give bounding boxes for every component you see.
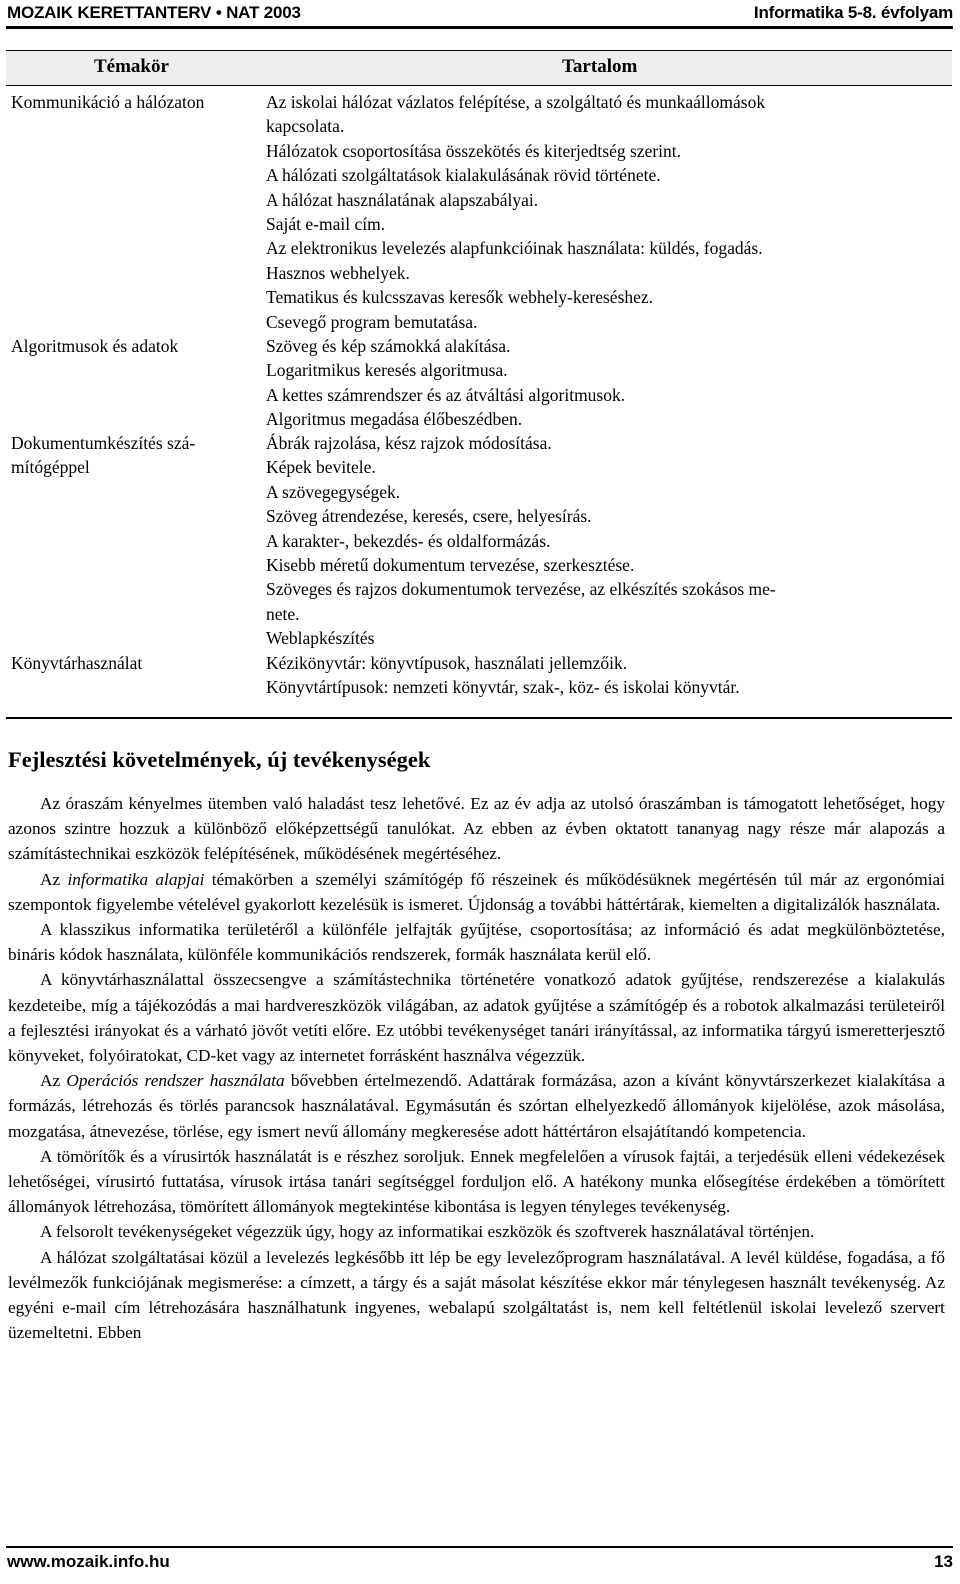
content-line: Tematikus és kulcsszavas keresők webhely-kereséshez.: [266, 287, 654, 308]
content-line: Az iskolai hálózat vázlatos felépítése, a szolgáltató és munkaállomások: [266, 92, 766, 112]
emphasized-text: Operációs rendszer használata: [66, 1071, 285, 1091]
content-line: Saját e-mail cím.: [266, 214, 386, 235]
paragraph-text: bővebben értelmezendő. Adattárak formázása, azon a kívánt könyvtárszerkezet kialakítása a formázás, létrehozás és törlés parancsok használatával. Egymásután és szórtan elhelyezkedő állományok kijelölése, azok másolása, mozgatása, átnevezése, törlése, egy ismert nevű állomány megkeresése adott háttértáron elsajátítandó kompetencia.: [8, 1071, 945, 1141]
table-row-topic: [11, 651, 142, 675]
table-row-content: [266, 651, 946, 700]
content-line: Szöveges és rajzos dokumentumok tervezése, az elkészítés szokásos me-: [266, 579, 776, 600]
paragraph-text: A felsorolt tevékenységeket végezzük úgy, hogy az informatikai eszközök és szoftverek használatával történjen.: [40, 1222, 815, 1242]
content-line: A hálózati szolgáltatások kialakulásának rövid története.: [266, 165, 661, 186]
body-paragraph: [8, 1219, 945, 1244]
page-number: 13: [934, 1552, 953, 1571]
content-line: Logaritmikus keresés algoritmusa.: [266, 360, 508, 381]
table-header-topic: Témakör: [94, 56, 169, 77]
content-line: Algoritmus megadása élőbeszédben.: [266, 409, 523, 430]
page-header: [7, 3, 953, 27]
body-paragraph: [8, 917, 945, 967]
content-line: A karakter-, bekezdés- és oldalformázás.: [266, 530, 551, 551]
header-subject-title: Informatika 5-8. évfolyam: [753, 3, 953, 22]
paragraph-text: A hálózat szolgáltatásai közül a levelezés legkésőbb itt lép be egy levelezőprogram használatával. A levél küldése, fogadása, a fő levélmezők funkciójának megismerése: a címzett, a tárgy és a saját másolat készítése ekkor már ténylegesen használt tevékenység. Az egyéni e-mail cím létrehozására használhatunk ingyenes, webalapú szolgáltatást is, nem kell feltétlenül iskolai levelező szervert üzemeltetni. Ebben: [8, 1247, 945, 1343]
header-series-title: MOZAIK KERETTANTERV • NAT 2003: [7, 3, 301, 22]
content-line: Képek bevitele.: [266, 457, 376, 478]
content-line: Szöveg és kép számokká alakítása.: [266, 336, 511, 356]
table-row-content: [266, 334, 946, 432]
topic-line: mítógéppel: [11, 457, 90, 478]
content-line: Szöveg átrendezése, keresés, csere, helyesírás.: [266, 506, 592, 527]
topic-line: Kommunikáció a hálózaton: [11, 92, 205, 112]
paragraph-text: Az: [40, 869, 68, 889]
paragraph-text: A tömörítők és a vírusirtók használatát is e részhez soroljuk. Ennek megfelelően a vírusok fajtái, a terjedésük elleni védekezések lehetőségei, vírusirtó futtatása, vírusok irtása tanári segítséggel forduljon elő. A hatékony munka elősegítése érdekében a tömörített állományok létrehozása, tömörített állományok megtekintése kibontása is legyen tényleges tevékenység.: [8, 1146, 945, 1217]
content-line: Csevegő program bemutatása.: [266, 311, 478, 332]
content-line: Kisebb méretű dokumentum tervezése, szerkesztése.: [266, 555, 635, 576]
content-line: kapcsolata.: [266, 116, 345, 137]
table-row-topic: [11, 334, 178, 358]
body-paragraph: [8, 967, 945, 1068]
content-line: A kettes számrendszer és az átváltási algoritmusok.: [266, 384, 626, 405]
table-header: [6, 50, 952, 86]
emphasized-text: informatika alapjai: [67, 869, 205, 889]
paragraph-text: témakörben a személyi számítógép fő részeinek és működésüknek megértésén túl már az ergonómiai szempontok figyelembe vételével gyakorlott kezelésük is ismeret. Újdonság a további háttértárak, kiemelten a digitalizálók használata.: [8, 869, 945, 914]
content-line: Az elektronikus levelezés alapfunkcióinak használata: küldés, fogadás.: [266, 238, 763, 259]
table-row-topic: [11, 431, 195, 480]
body-paragraph: [8, 791, 945, 867]
header-rule: [6, 26, 953, 29]
page-footer: [7, 1552, 953, 1578]
topic-line: Algoritmusok és adatok: [11, 336, 179, 356]
topic-line: Dokumentumkészítés szá-: [11, 433, 196, 453]
content-line: Weblapkészítés: [266, 628, 375, 649]
paragraph-text: Az: [40, 1071, 67, 1091]
table-row-topic: [11, 90, 204, 114]
content-line: Ábrák rajzolása, kész rajzok módosítása.: [266, 433, 552, 453]
content-line: Hálózatok csoportosítása összekötés és kiterjedtség szerint.: [266, 140, 682, 161]
table-row-content: [266, 431, 946, 651]
table-bottom-rule: [6, 717, 952, 719]
section-body: [8, 791, 945, 1345]
body-paragraph: [8, 1245, 945, 1346]
footer-rule: [6, 1546, 953, 1548]
content-line: A szövegegységek.: [266, 481, 401, 502]
body-paragraph: [8, 867, 945, 917]
footer-website: www.mozaik.info.hu: [7, 1552, 170, 1571]
body-paragraph: [8, 1068, 945, 1144]
content-line: Könyvtártípusok: nemzeti könyvtár, szak-, köz- és iskolai könyvtár.: [266, 677, 740, 698]
paragraph-text: A könyvtárhasználattal összecsengve a számítástechnika történetére vonatkozó adatok gyűjtése, rendszerezése a kialakulás kezdeteibe, míg a tájékozódás a mai hardvereszközök világában, az adatok gyűjtése a számítógép és a robotok alkalmazási területeiről a fejlesztési irányokat és a várható jövőt vetíti előre. Ez utóbbi tevékenységet tanári irányítással, az informatika tárgyú ismeretterjesztő könyveket, folyóiratokat, CD-ket vagy az internetet forrásként használva végezzük.: [8, 970, 945, 1066]
content-line: nete.: [266, 603, 300, 624]
table-row-content: [266, 90, 946, 334]
section-title: Fejlesztési követelmények, új tevékenységek: [8, 747, 431, 772]
paragraph-text: Az óraszám kényelmes ütemben való haladást tesz lehetővé. Ez az év adja az utolsó óraszámban is támogatott lehetőséget, hogy azonos szintre hozzuk a különböző előképzettségű tanulókat. Az ebben az évben oktatott tananyag nagy része már alapozás a számítástechnikai eszközök felépítésének, működésének megértéséhez.: [8, 794, 945, 864]
table-header-content: Tartalom: [562, 56, 638, 77]
body-paragraph: [8, 1144, 945, 1220]
paragraph-text: A klasszikus informatika területéről a különféle jelfajták gyűjtése, csoportosítása; az információ és adat megkülönböztetése, bináris kódok használata, különféle kommunikációs rendszerek, formák használata kerül elő.: [8, 920, 945, 965]
content-line: Hasznos webhelyek.: [266, 262, 410, 283]
topic-line: Könyvtárhasználat: [11, 653, 143, 673]
content-line: Kézikönyvtár: könyvtípusok, használati jellemzőik.: [266, 653, 628, 673]
content-line: A hálózat használatának alapszabályai.: [266, 189, 539, 210]
